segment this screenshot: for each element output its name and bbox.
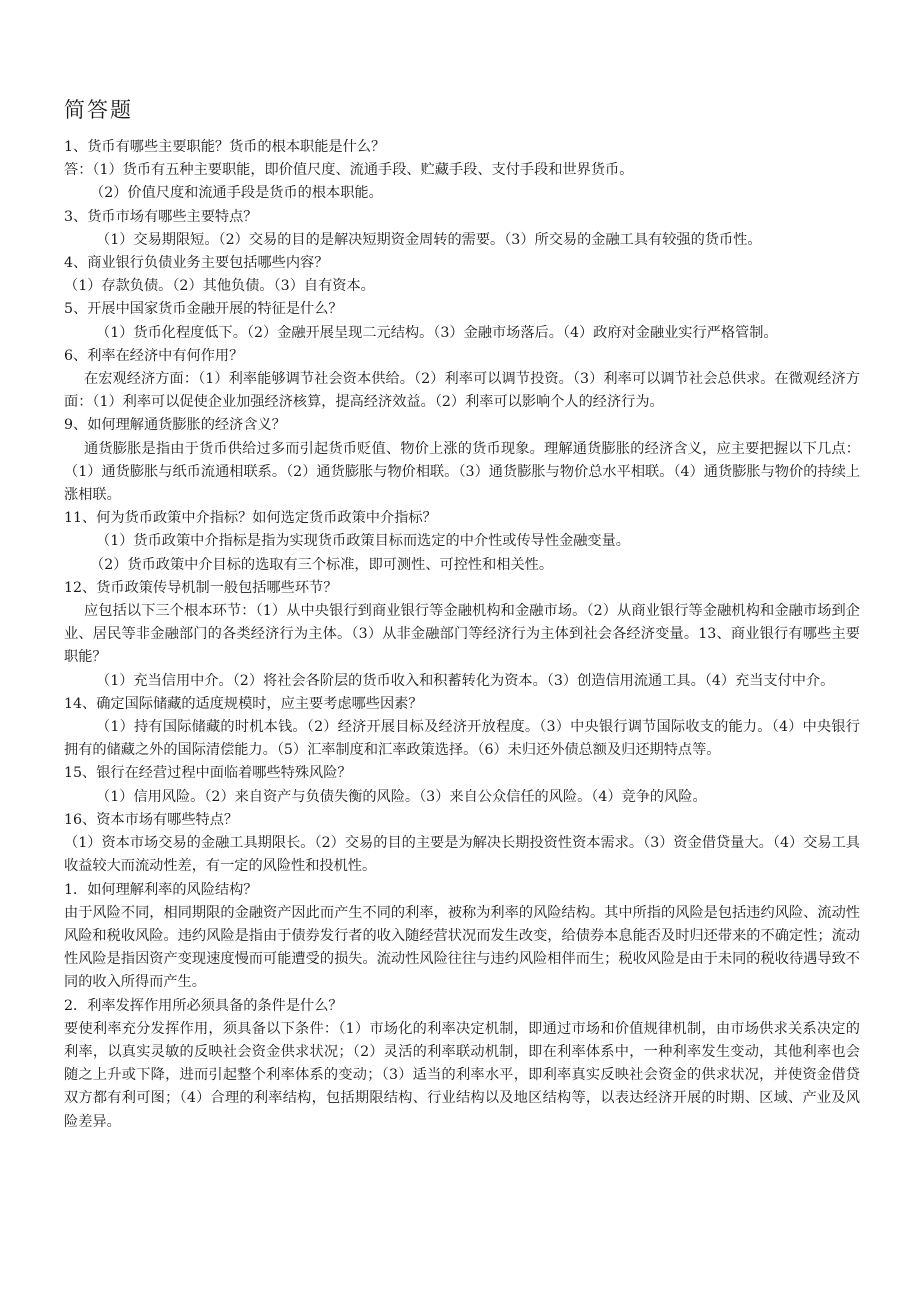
answer-4: （1）存款负债。（2）其他负债。（3）自有资本。 [64, 278, 375, 295]
question-5: 5、开展中国家货币金融开展的特征是什么？ [64, 301, 343, 318]
answer-11-part-2: （2）货币政策中介目标的选取有三个标准，即可测性、可控性和相关性。 [90, 556, 554, 573]
question-r1: 1．如何理解利率的风险结构？ [64, 881, 258, 898]
question-6: 6、利率在经济中有何作用？ [64, 347, 244, 364]
answer-9: 通货膨胀是指由于货币供给过多而引起货币贬值、物价上涨的货币现象。理解通货膨胀的经济含义，应主要把握以下几点：（1）通货膨胀与纸币流通相联系。（2）通货膨胀与物价相联。（3）通货膨胀与物价总水平相联。（4）通货膨胀与物价的持续上涨相联。 [64, 440, 860, 504]
question-3: 3、货币市场有哪些主要特点？ [64, 208, 258, 225]
answer-16: （1）资本市场交易的金融工具期限长。（2）交易的目的主要是为解决长期投资性资本需求。（3）资金借贷量大。（4）交易工具收益较大而流动性差，有一定的风险性和投机性。 [64, 835, 860, 875]
answer-13: （1）充当信用中介。（2）将社会各阶层的货币收入和积蓄转化为资本。（3）创造信用流通工具。（4）充当支付中介。 [96, 672, 835, 689]
answer-r2: 要使利率充分发挥作用，须具备以下条件：（1）市场化的利率决定机制，即通过市场和价值规律机制，由市场供求关系决定的利率，以真实灵敏的反映社会资金供求状况；（2）灵活的利率联动机制，即在利率体系中，一种利率发生变动，其他利率也会随之上升或下降，进而引起整个利率体系的变动；（3）适当的利率水平，即利率真实反映社会资金的供求状况，并使资金借贷双方都有利可图；（4）合理的利率结构，包括期限结构、行业结构以及地区结构等，以表达经济开展的时期、区域、产业及风险差异。 [64, 1020, 860, 1130]
answer-5: （1）货币化程度低下。（2）金融开展呈现二元结构。（3）金融市场落后。（4）政府对金融业实行严格管制。 [96, 324, 778, 341]
answer-15: （1）信用风险。（2）来自资产与负债失衡的风险。（3）来自公众信任的风险。（4）竞争的风险。 [96, 788, 707, 805]
question-12: 12、货币政策传导机制一般包括哪些环节？ [64, 579, 338, 596]
question-1: 1、货币有哪些主要职能？货币的根本职能是什么？ [64, 139, 386, 155]
answer-6: 在宏观经济方面：（1）利率能够调节社会资本供给。（2）利率可以调节投资。（3）利率可以调节社会总供求。在微观经济方面：（1）利率可以促使企业加强经济核算，提高经济效益。（2）利率可以影响个人的经济行为。 [64, 371, 860, 411]
qa-body [64, 136, 860, 1134]
question-11: 11、何为货币政策中介指标？如何选定货币政策中介指标？ [64, 510, 437, 527]
question-4: 4、商业银行负债业务主要包括哪些内容？ [64, 255, 329, 272]
question-16: 16、资本市场有哪些特点？ [64, 811, 239, 828]
answer-r1: 由于风险不同，相同期限的金融资产因此而产生不同的利率，被称为利率的风险结构。其中所指的风险是包括违约风险、流动性风险和税收风险。违约风险是指由于债券发行者的收入随经营状况而发生改变，给债券本息能否及时归还带来的不确定性；流动性风险是指因资产变现速度慢而可能遭受的损失。流动性风险往往与违约风险相伴而生；税收风险是由于未同的税收待遇导致不同的收入所得而产生。 [64, 904, 860, 991]
question-15: 15、银行在经营过程中面临着哪些特殊风险？ [64, 765, 352, 782]
page-title: 简答题 [64, 98, 133, 122]
question-9: 9、如何理解通货膨胀的经济含义？ [64, 417, 286, 434]
question-14: 14、确定国际储藏的适度规模时，应主要考虑哪些因素？ [64, 695, 423, 712]
answer-12: 应包括以下三个根本环节：（1）从中央银行到商业银行等金融机构和金融市场。（2）从商业银行等金融机构和金融市场到企业、居民等非金融部门的各类经济行为主体。（3）从非金融部门等经济行为主体到社会各经济变量。13、商业银行有哪些主要职能？ [64, 603, 860, 666]
question-r2: 2．利率发挥作用所必须具备的条件是什么？ [64, 997, 343, 1014]
answer-11-part-1: （1）货币政策中介指标是指为实现货币政策目标而选定的中介性或传导性金融变量。 [96, 533, 630, 550]
answer-14: （1）持有国际储藏的时机本钱。（2）经济开展目标及经济开放程度。（3）中央银行调节国际收支的能力。（4）中央银行拥有的储藏之外的国际清偿能力。（5）汇率制度和汇率政策选择。（6）未归还外债总额及归还期特点等。 [64, 719, 860, 759]
answer-3: （1）交易期限短。（2）交易的目的是解决短期资金周转的需要。（3）所交易的金融工具有较强的货币性。 [96, 231, 762, 248]
answer-1-part-2: （2）价值尺度和流通手段是货币的根本职能。 [90, 185, 383, 202]
answer-1-part-1: 答：（1）货币有五种主要职能，即价值尺度、流通手段、贮藏手段、支付手段和世界货币。 [64, 162, 634, 179]
